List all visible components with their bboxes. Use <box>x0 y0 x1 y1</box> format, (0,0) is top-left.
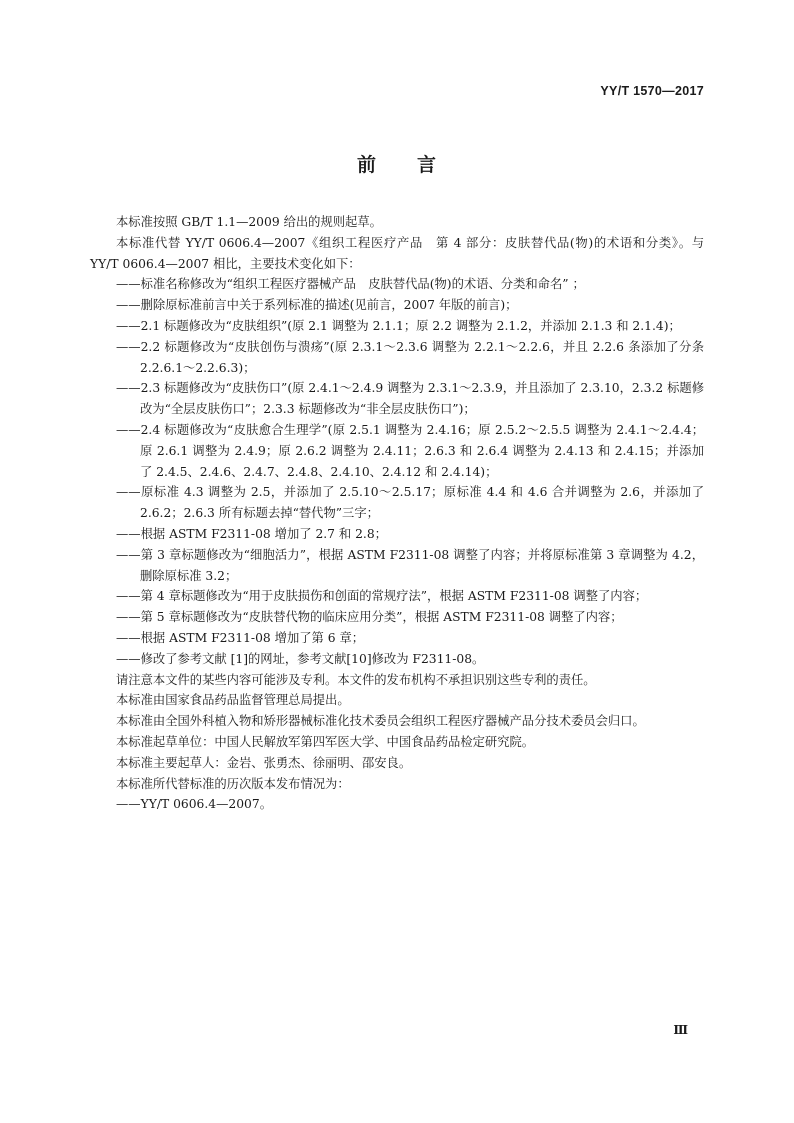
page-title <box>0 150 794 177</box>
document-code: YY/T 1570—2017 <box>600 84 704 98</box>
change-list-item: ——原标准 4.3 调整为 2.5，并添加了 2.5.10～2.5.17；原标准 4.4 和 4.6 合并调整为 2.6，并添加了 2.6.2；2.6.3 所有标题去掉“替代物”三字； <box>116 485 704 521</box>
page-number: Ⅲ <box>673 1023 688 1037</box>
paragraph: 本标准起草单位：中国人民解放军第四军医大学、中国食品药品检定研究院。 <box>116 734 535 749</box>
title-char-2: 言 <box>417 154 438 176</box>
change-list-item: ——第 5 章标题修改为“皮肤替代物的临床应用分类”，根据 ASTM F2311-08 调整了内容； <box>116 610 623 625</box>
change-list-item: ——根据 ASTM F2311-08 增加了 2.7 和 2.8； <box>116 526 387 541</box>
foreword-body <box>90 212 704 815</box>
paragraph: 本标准代替 YY/T 0606.4—2007《组织工程医疗产品 第 4 部分：皮肤替代品(物)的术语和分类》。与 YY/T 0606.4—2007 相比，主要技术变化如下： <box>90 235 704 271</box>
paragraph: 本标准所代替标准的历次版本发布情况为： <box>116 776 350 791</box>
change-list-item: ——删除原标准前言中关于系列标准的描述(见前言，2007 年版的前言)； <box>116 298 518 313</box>
change-list-item: ——2.2 标题修改为“皮肤创伤与溃疡”(原 2.3.1～2.3.6 调整为 2.2.1～2.2.6，并且 2.2.6 条添加了分条 2.2.6.1～2.2.6.3)； <box>116 339 704 375</box>
paragraph: 本标准由国家食品药品监督管理总局提出。 <box>116 693 350 708</box>
paragraph: 本标准由全国外科植入物和矫形器械标准化技术委员会组织工程医疗器械产品分技术委员会归口。 <box>116 714 645 729</box>
paragraph: 本标准主要起草人：金岩、张勇杰、徐丽明、邵安良。 <box>116 755 412 770</box>
change-list-item: ——第 4 章标题修改为“用于皮肤损伤和创面的常规疗法”，根据 ASTM F2311-08 调整了内容； <box>116 589 648 604</box>
change-list-item: ——2.1 标题修改为“皮肤组织”(原 2.1 调整为 2.1.1；原 2.2 调整为 2.1.2，并添加 2.1.3 和 2.1.4)； <box>116 318 681 333</box>
change-list-item: ——修改了参考文献 [1]的网址，参考文献[10]修改为 F2311-08。 <box>116 651 485 666</box>
paragraph: 请注意本文件的某些内容可能涉及专利。本文件的发布机构不承担识别这些专利的责任。 <box>116 672 596 687</box>
change-list-item: ——2.4 标题修改为“皮肤愈合生理学”(原 2.5.1 调整为 2.4.16；原 2.5.2～2.5.5 调整为 2.4.1～2.4.4；原 2.6.1 调整为 2.4.9；原 2.6.2 调整为 2.4.11；2.6.3 和 2.6.4 调整为 2.4.13 和 2.4.15；并添加了 2.4.5、2.4.6、2.4.7、2.4.8、2.4.10、2.4.12 和 2.4.14)； <box>116 422 704 479</box>
change-list-item: ——第 3 章标题修改为“细胞活力”，根据 ASTM F2311-08 调整了内容；并将原标准第 3 章调整为 4.2，删除原标准 3.2； <box>116 547 704 583</box>
title-char-1: 前 <box>356 154 377 176</box>
change-list-item: ——根据 ASTM F2311-08 增加了第 6 章； <box>116 630 365 645</box>
paragraph: ——YY/T 0606.4—2007。 <box>116 797 272 812</box>
change-list-item: ——2.3 标题修改为“皮肤伤口”(原 2.4.1～2.4.9 调整为 2.3.1～2.3.9，并且添加了 2.3.10，2.3.2 标题修改为“全层皮肤伤口”；2.3.3 标题修改为“非全层皮肤伤口”)； <box>116 381 704 417</box>
paragraph: 本标准按照 GB/T 1.1—2009 给出的规则起草。 <box>116 215 382 229</box>
change-list-item: ——标准名称修改为“组织工程医疗器械产品 皮肤替代品(物)的术语、分类和命名” ； <box>116 277 585 292</box>
